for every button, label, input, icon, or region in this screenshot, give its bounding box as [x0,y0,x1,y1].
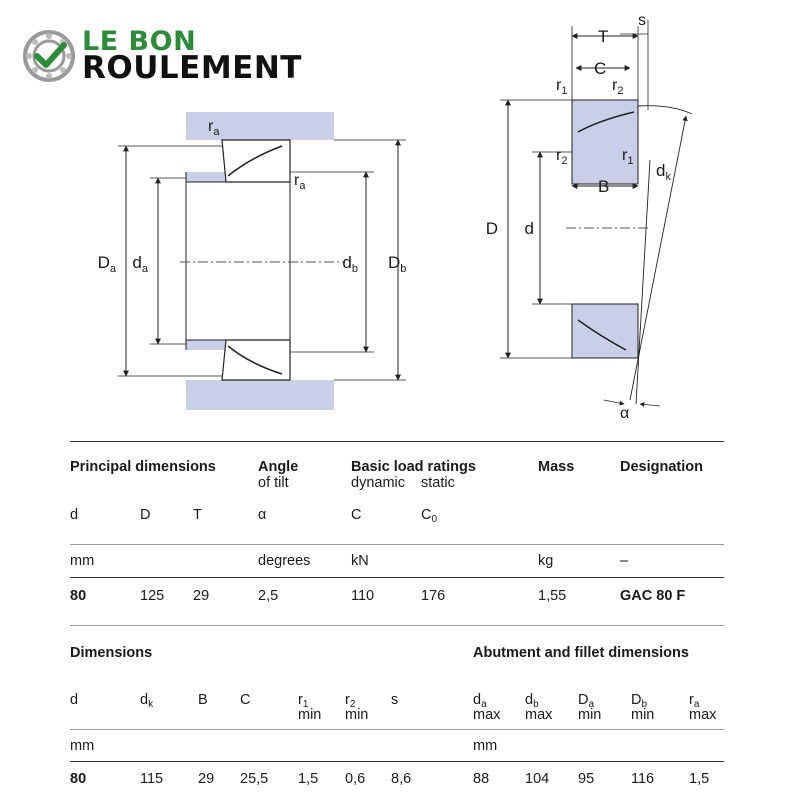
symbol-d: d [70,507,79,523]
qualifier-r1: min [298,707,322,723]
value-alpha: 2,5 [258,588,279,604]
symbol-s: s [391,692,399,708]
value-D: 125 [140,588,165,604]
label-Db: $D_b$ [388,253,407,275]
header-designation: Designation [620,459,703,475]
header-angle-line2: of tilt [258,475,289,491]
label-d: d [524,219,534,238]
value-r1: 1,5 [298,771,319,787]
header-static: static [421,475,455,491]
divider [70,441,724,442]
bearing-section-drawing [486,12,692,422]
symbol-r1: $r_1$ [298,692,309,710]
value-Da: 95 [578,771,595,787]
label-r1-bottom: $r_1$ [622,147,634,167]
header-dynamic: dynamic [351,475,405,491]
symbol-d: d [70,692,79,708]
label-db: $d_b$ [342,253,358,275]
brand-name-line2: ROULEMENT [82,50,302,86]
value-C0: 176 [421,588,446,604]
value-Db: 116 [631,771,655,787]
unit-mm-left: mm [70,738,95,754]
qualifier-Da: min [578,707,602,723]
value-T: 29 [193,588,210,604]
symbol-r2: $r_2$ [345,692,356,710]
qualifier-ra: max [689,707,717,723]
value-ra: 1,5 [689,771,710,787]
label-C: C [594,59,607,78]
value-mass: 1,55 [538,588,567,604]
brand-name-line1: LE BON [82,26,197,57]
label-s: s [638,12,646,29]
value-db: 104 [525,771,550,787]
unit-mm: mm [70,553,95,569]
label-r2-bottom: $r_2$ [556,147,568,167]
value-d: 80 [70,771,87,787]
divider [70,729,724,730]
header-principal-dimensions: Principal dimensions [70,459,216,475]
symbol-T: T [193,507,202,523]
label-alpha: α [620,405,630,422]
value-designation: GAC 80 F [620,588,686,604]
qualifier-da: max [473,707,501,723]
value-C: 110 [351,588,375,604]
symbol-Db: $D_b$ [631,692,648,710]
unit-designation-dash: – [620,553,629,569]
value-B: 29 [198,771,215,787]
divider [70,577,724,578]
value-dk: 115 [140,771,164,787]
divider [70,625,724,626]
label-r1-top: $r_1$ [556,77,568,97]
label-r2-top: $r_2$ [612,77,624,97]
symbol-D: D [140,507,151,523]
label-ra-inner: $r_a$ [294,172,306,192]
symbol-C: C [240,692,251,708]
symbol-da: $d_a$ [473,692,487,710]
qualifier-Db: min [631,707,655,723]
symbol-dk: $d_k$ [140,692,154,710]
label-D: D [485,219,498,238]
label-T: T [598,27,609,46]
label-Da: $D_a$ [97,253,116,275]
divider [70,761,724,762]
unit-mm-right: mm [473,738,498,754]
mounting-drawing [98,112,407,410]
label-dk: $d_k$ [656,161,671,183]
qualifier-r2: min [345,707,369,723]
unit-kN: kN [351,553,369,569]
header-angle-line1: Angle [258,459,299,475]
symbol-Da: $D_a$ [578,692,595,710]
symbol-C: C [351,507,362,523]
value-r2: 0,6 [345,771,366,787]
value-s: 8,6 [391,771,412,787]
symbol-B: B [198,692,208,708]
header-dimensions: Dimensions [70,645,153,661]
symbol-ra: $r_a$ [689,692,700,710]
label-da: $d_a$ [132,253,148,275]
value-C: 25,5 [240,771,269,787]
header-mass: Mass [538,459,575,475]
value-da: 88 [473,771,490,787]
value-d: 80 [70,588,87,604]
symbol-db: $d_b$ [525,692,539,710]
divider [70,544,724,545]
label-ra-top: $r_a$ [208,118,220,138]
unit-degrees: degrees [258,553,311,569]
symbol-alpha: α [258,507,267,523]
header-abutment-fillet: Abutment and fillet dimensions [473,645,689,661]
header-basic-load-ratings: Basic load ratings [351,459,476,475]
unit-kg: kg [538,553,554,569]
label-B: B [598,177,610,196]
qualifier-db: max [525,707,553,723]
symbol-C0: $C_0$ [421,507,438,525]
